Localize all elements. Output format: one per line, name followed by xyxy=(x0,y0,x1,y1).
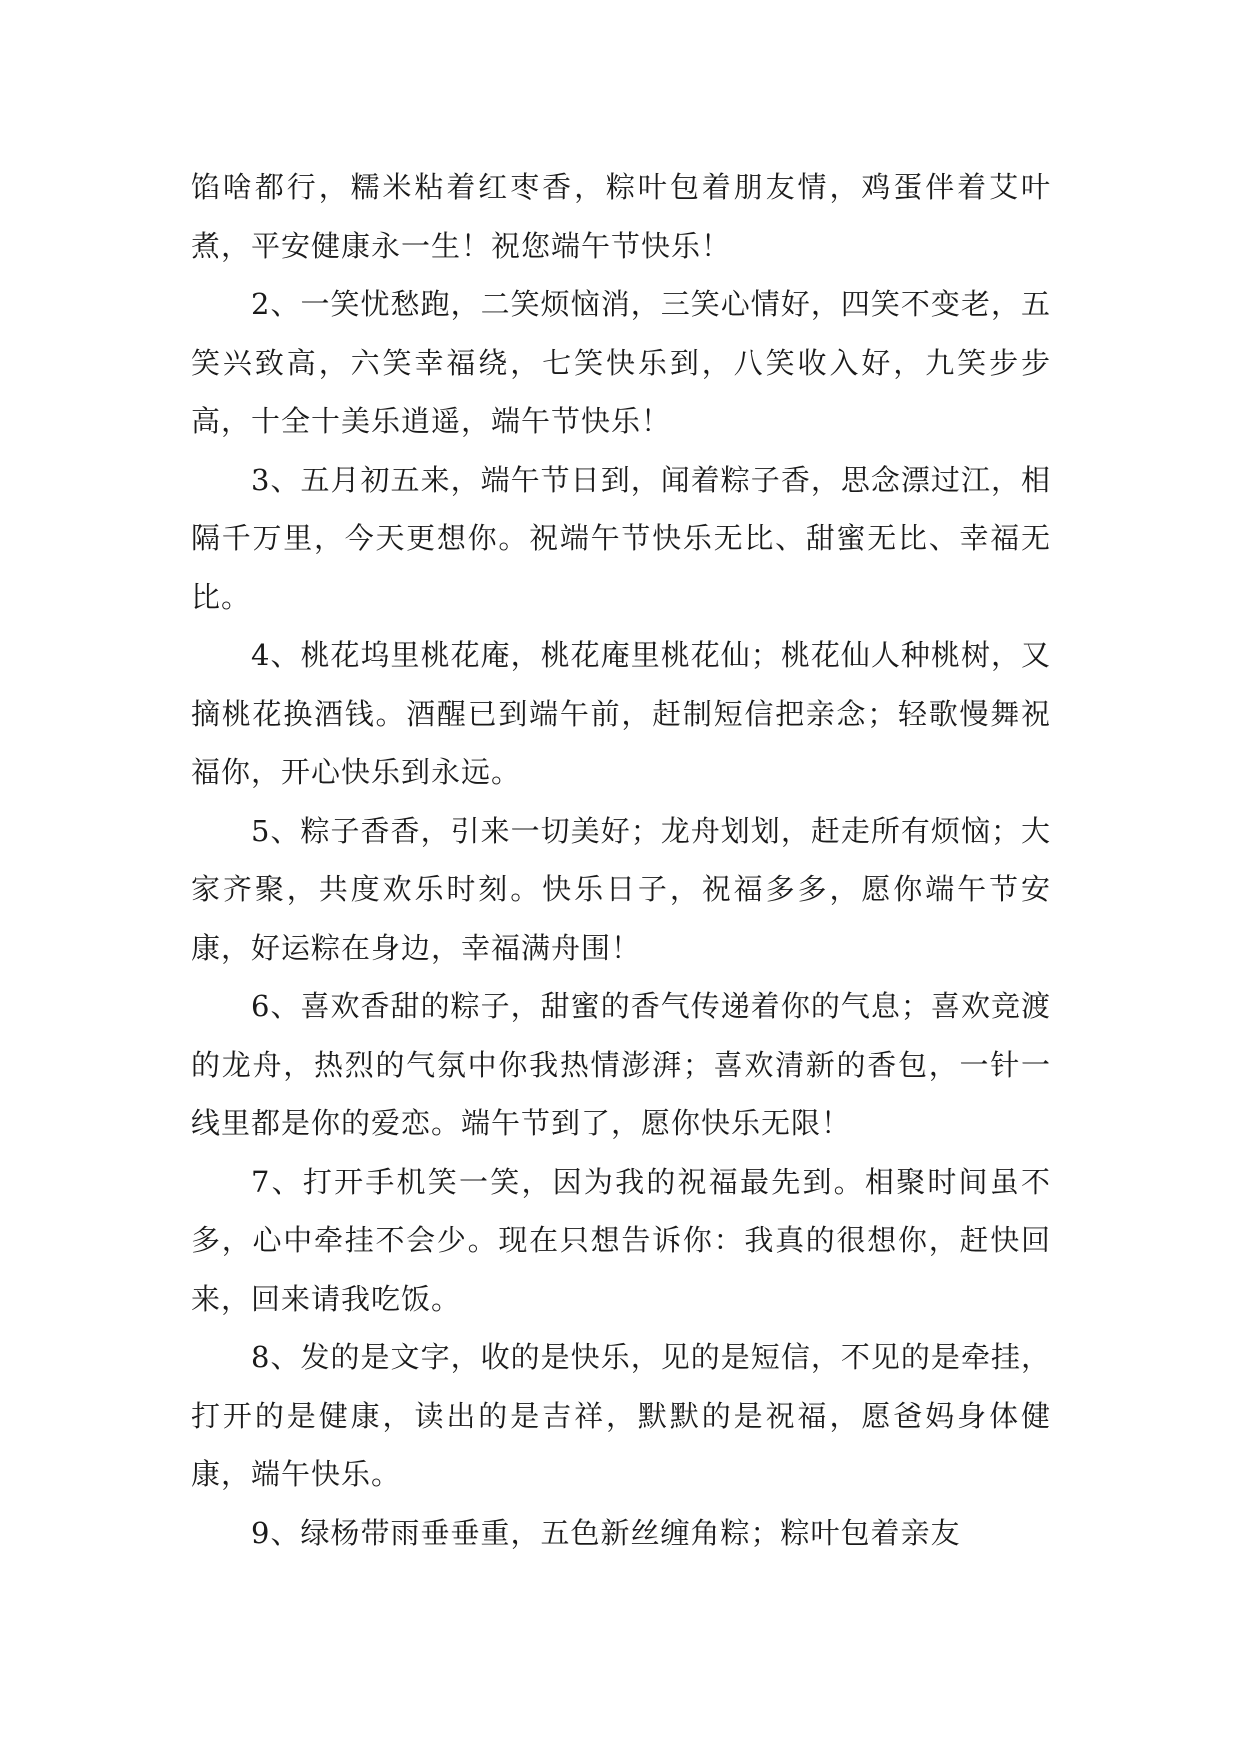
paragraph-9: 9、绿杨带雨垂垂重，五色新丝缠角粽；粽叶包着亲友 xyxy=(251,1515,961,1550)
paragraph-6: 6、喜欢香甜的粽子，甜蜜的香气传递着你的气息；喜欢竞渡的龙舟，热烈的气氛中你我热情澎湃；喜欢清新的香包，一针一线里都是你的爱恋。端午节到了，愿你快乐无限！ xyxy=(191,989,1051,1140)
document-body xyxy=(191,158,1051,1562)
paragraph-5: 5、粽子香香，引来一切美好；龙舟划划，赶走所有烦恼；大家齐聚，共度欢乐时刻。快乐日子，祝福多多，愿你端午节安康，好运粽在身边，幸福满舟围！ xyxy=(191,813,1051,965)
paragraph-4: 4、桃花坞里桃花庵，桃花庵里桃花仙；桃花仙人种桃树，又摘桃花换酒钱。酒醒已到端午前，赶制短信把亲念；轻歌慢舞祝福你，开心快乐到永远。 xyxy=(191,638,1051,789)
paragraph-8: 8、发的是文字，收的是快乐，见的是短信，不见的是牵挂，打开的是健康，读出的是吉祥，默默的是祝福，愿爸妈身体健康，端午快乐。 xyxy=(191,1340,1051,1491)
paragraph-1: 馅啥都行，糯米粘着红枣香，粽叶包着朋友情，鸡蛋伴着艾叶煮，平安健康永一生！祝您端午节快乐！ xyxy=(191,170,1051,263)
paragraph-7: 7、打开手机笑一笑，因为我的祝福最先到。相聚时间虽不多，心中牵挂不会少。现在只想告诉你：我真的很想你，赶快回来，回来请我吃饭。 xyxy=(191,1164,1051,1316)
paragraph-2: 2、一笑忧愁跑，二笑烦恼消，三笑心情好，四笑不变老，五笑兴致高，六笑幸福绕，七笑快乐到，八笑收入好，九笑步步高，十全十美乐逍遥，端午节快乐！ xyxy=(191,287,1051,438)
paragraph-3: 3、五月初五来，端午节日到，闻着粽子香，思念漂过江，相隔千万里，今天更想你。祝端午节快乐无比、甜蜜无比、幸福无比。 xyxy=(191,462,1051,614)
